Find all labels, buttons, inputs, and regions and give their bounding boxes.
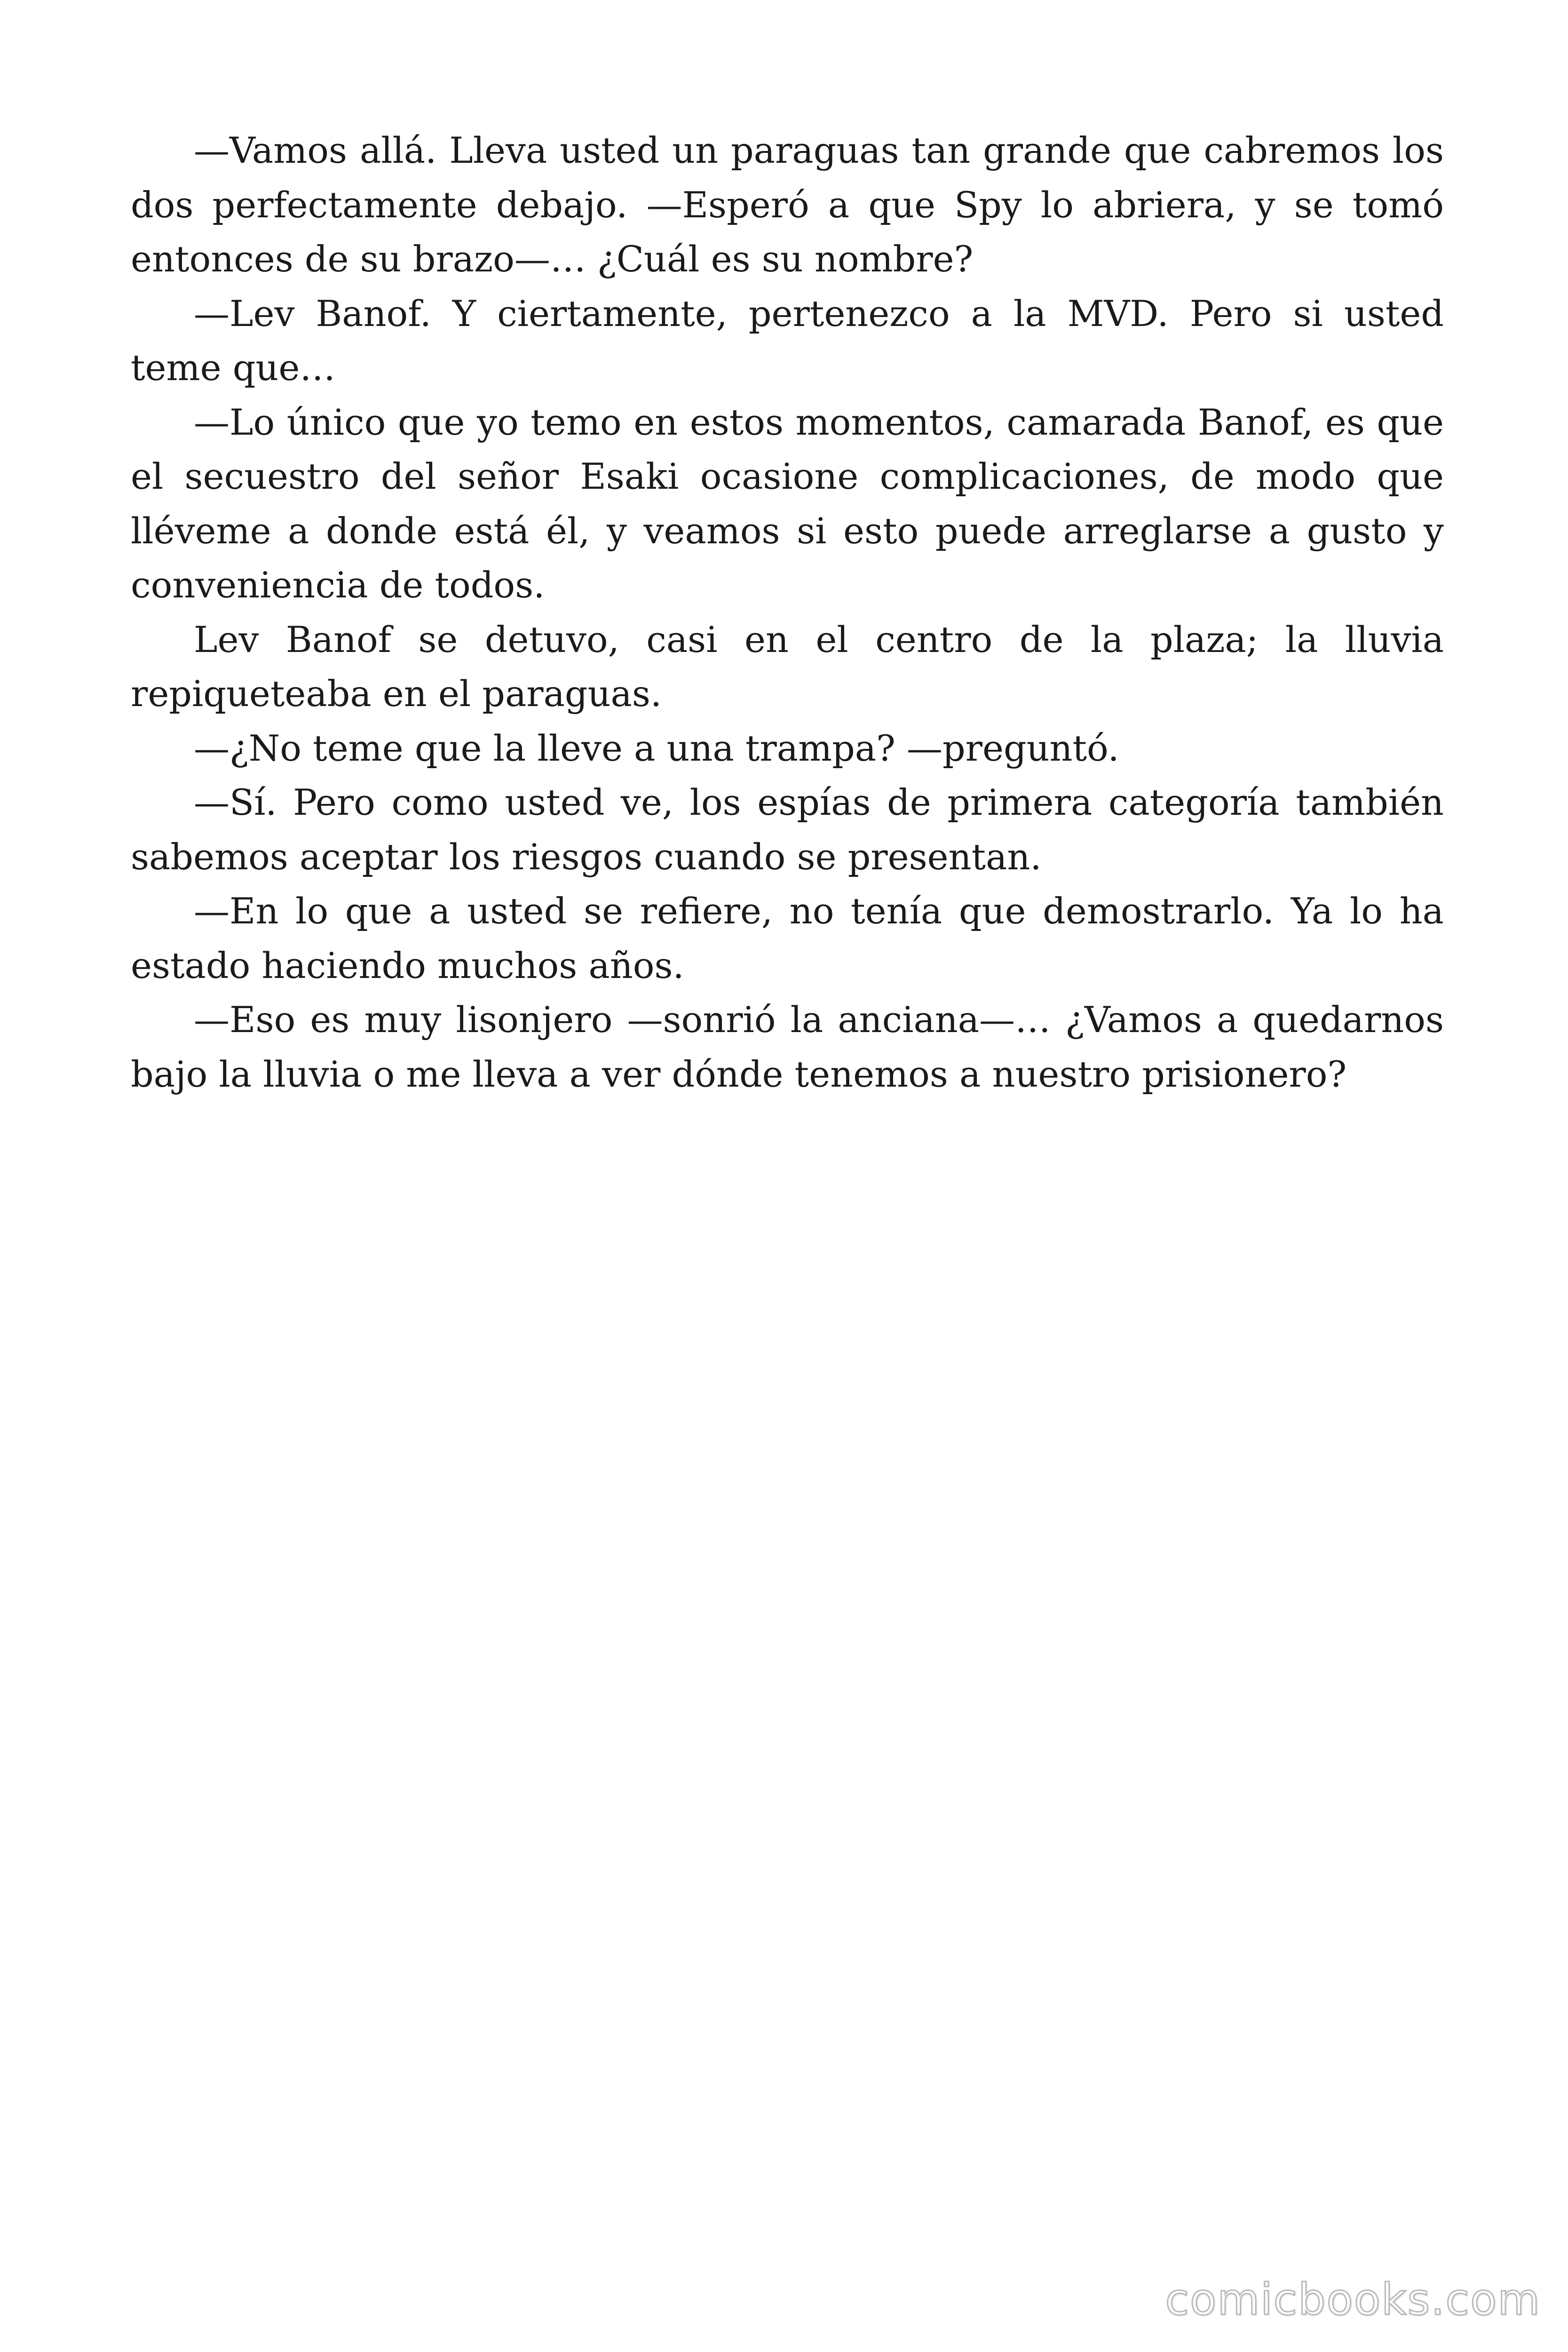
paragraph: —Lev Banof. Y ciertamente, pertenezco a la MVD. Pero si usted teme que… — [131, 292, 1444, 389]
paragraph: —Eso es muy lisonjero —sonrió la anciana—… ¿Vamos a quedarnos bajo la lluvia o me lleva a ver dónde tenemos a nuestro prisionero? — [131, 999, 1444, 1095]
paragraph: —Lo único que yo temo en estos momentos, camarada Banof, es que el secuestro del señor Esaki ocasione complicaciones, de modo que lléveme a donde está él, y veamos si esto puede arreglarse a gusto y conveniencia de todos. — [131, 401, 1444, 606]
paragraph: —Vamos allá. Lleva usted un paraguas tan grande que cabremos los dos perfectamente debajo. —Esperó a que Spy lo abriera, y se tomó entonces de su brazo—… ¿Cuál es su nombre? — [131, 129, 1444, 280]
paragraph: —En lo que a usted se refiere, no tenía que demostrarlo. Ya lo ha estado haciendo muchos años. — [131, 890, 1444, 986]
paragraph: Lev Banof se detuvo, casi en el centro de la plaza; la lluvia repiqueteaba en el paraguas. — [131, 618, 1444, 715]
body-text — [131, 123, 1444, 1101]
paragraph: —¿No teme que la lleve a una trampa? —preguntó. — [194, 727, 1119, 769]
paragraph: —Sí. Pero como usted ve, los espías de primera categoría también sabemos aceptar los riesgos cuando se presentan. — [131, 781, 1444, 878]
watermark: comicbooks.com — [1165, 2274, 1541, 2325]
